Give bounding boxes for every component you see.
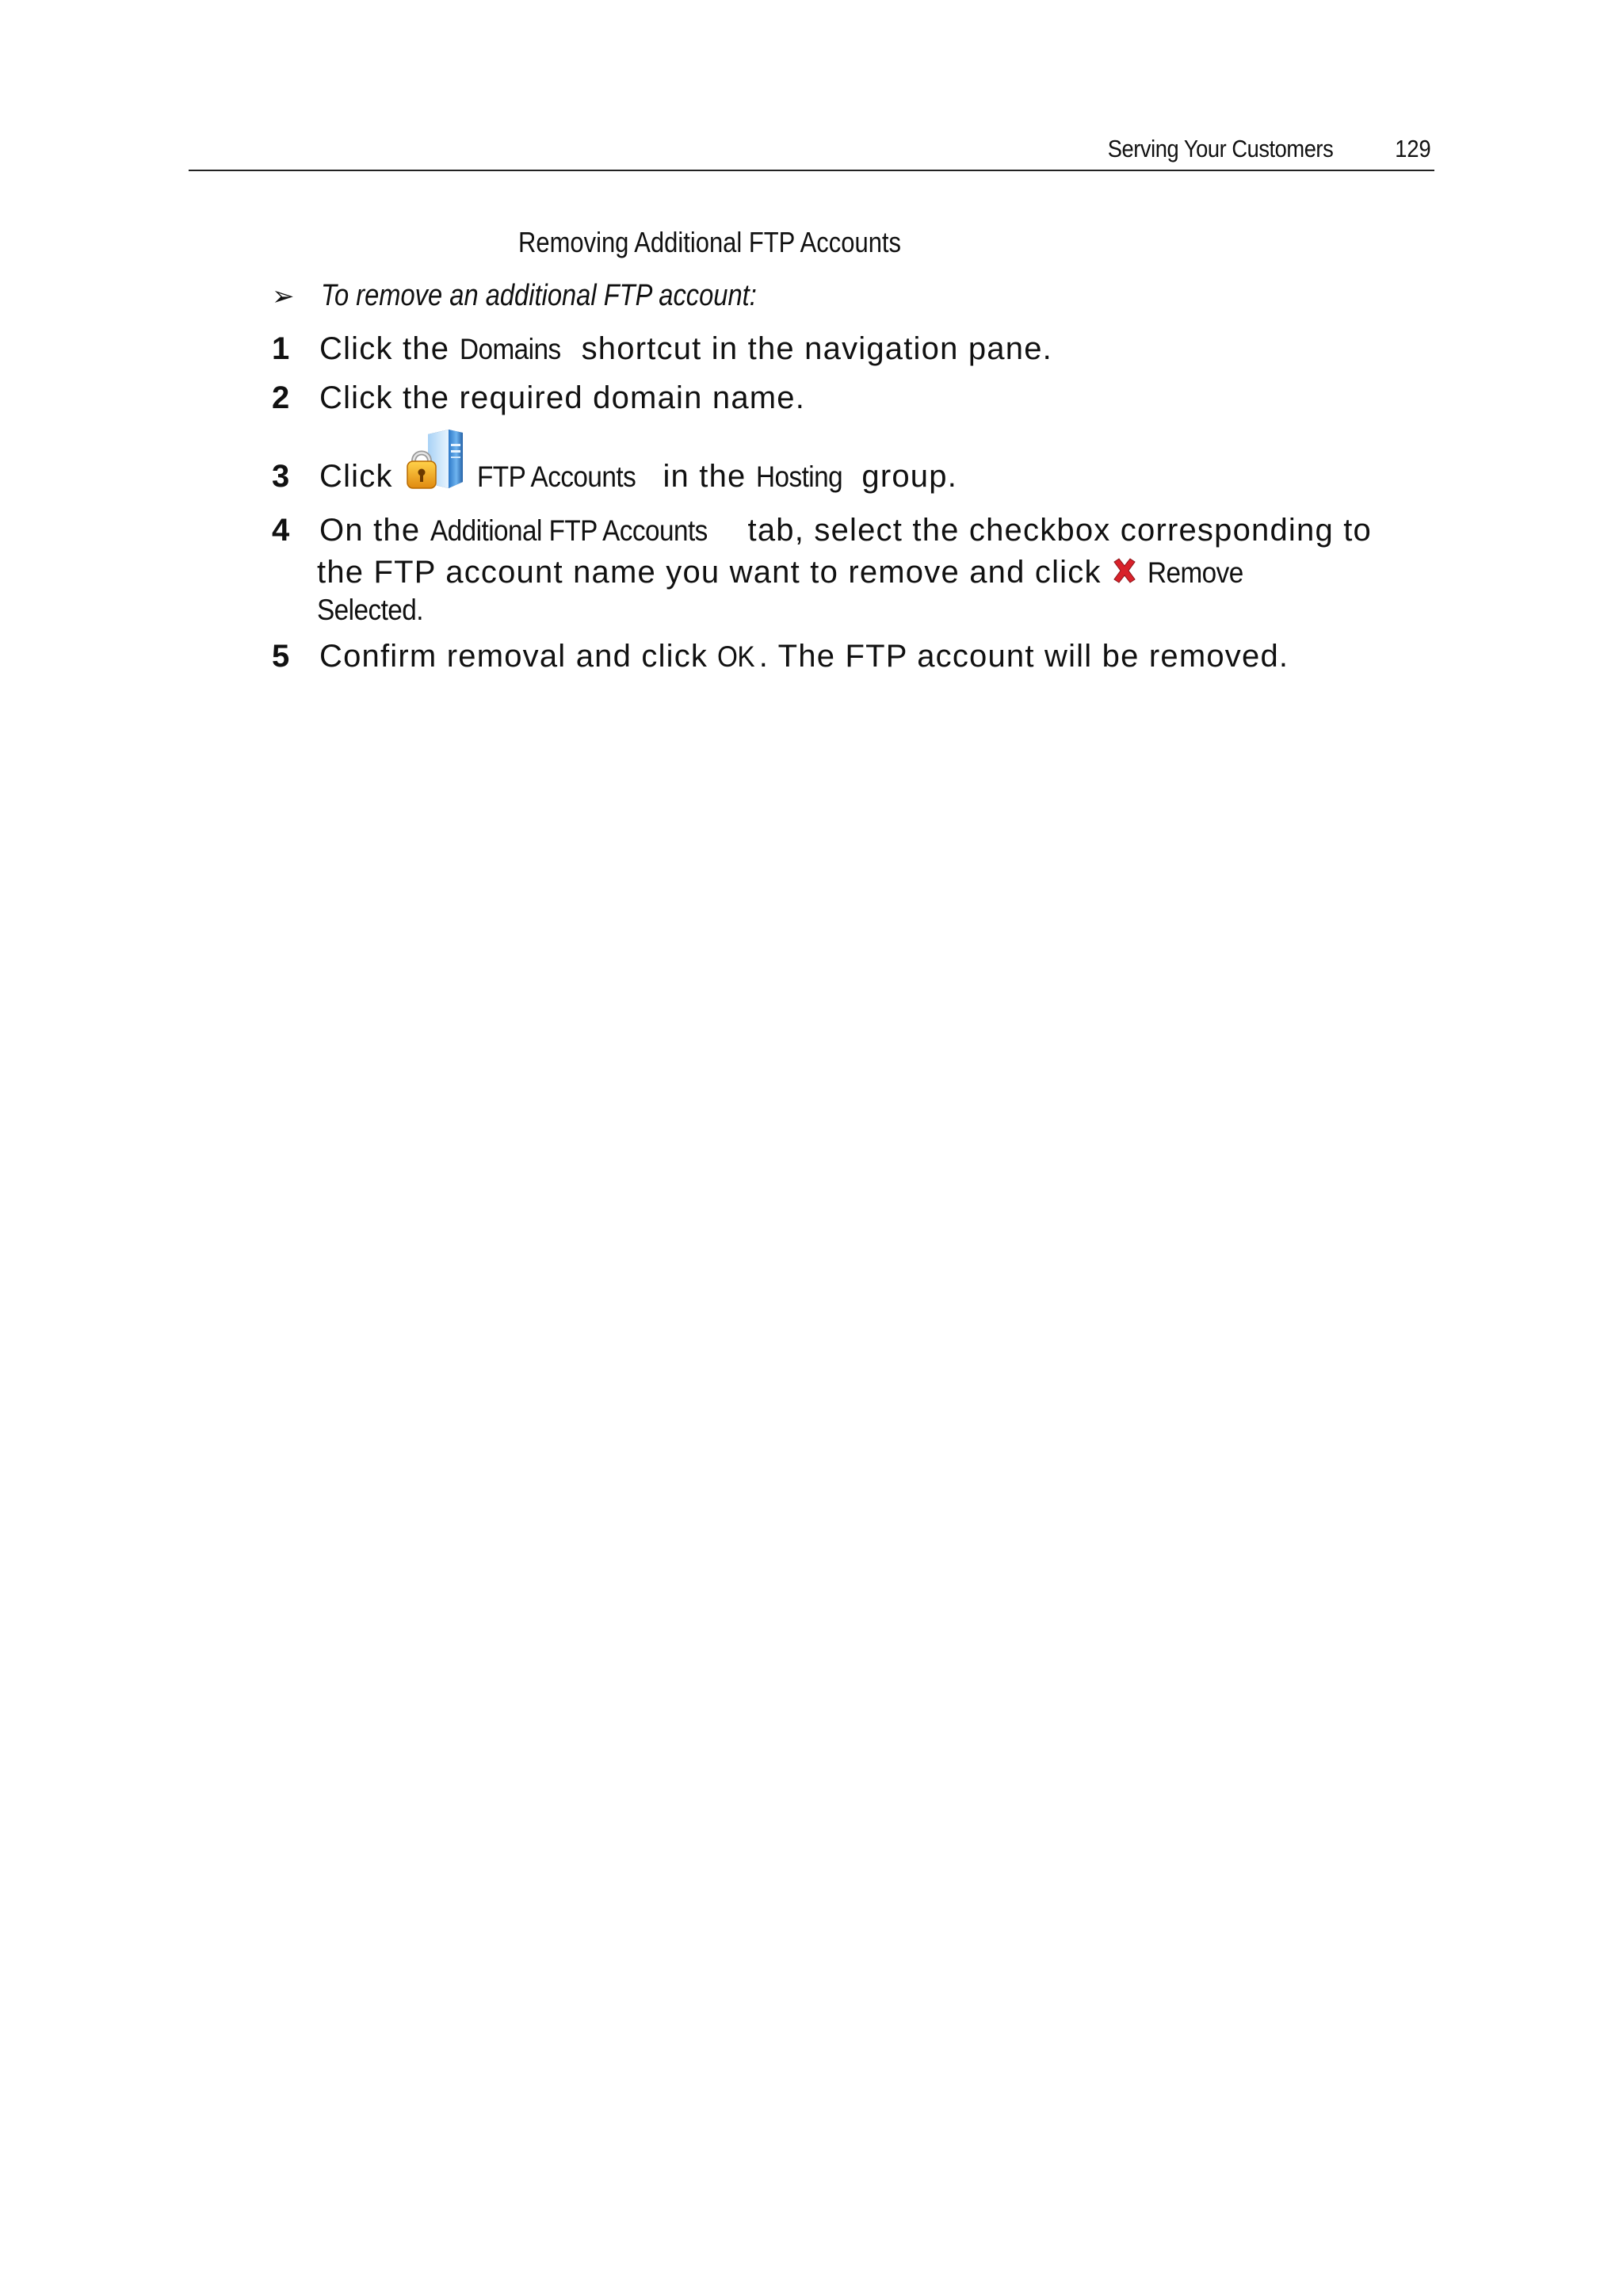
ui-term-hosting: Hosting [755,460,842,493]
step-text: shortcut in the navigation pane. [571,331,1052,366]
section-title: Removing Additional FTP Accounts [518,226,902,258]
step-text: Click the required domain name. [319,380,806,415]
procedure-heading [272,279,827,313]
ui-term-ftp-accounts: FTP Accounts [476,460,636,493]
header-section-title: Serving Your Customers [1107,135,1333,162]
step-text: On the [319,513,430,548]
step-continuation [272,552,1372,594]
step-number: 1 [272,331,291,366]
step-text: tab, select the checkbox corresponding to [738,513,1372,548]
step-text: in the [653,459,756,494]
ftp-accounts-lock-icon [404,426,466,495]
remove-x-icon [1111,557,1138,584]
ui-term-selected: Selected. [317,594,423,626]
step-number: 5 [272,639,291,674]
ui-term-domains: Domains [459,333,561,365]
step-1 [272,328,1052,370]
ui-term-ok: OK [717,640,755,673]
step-number: 4 [272,513,291,548]
page-header [189,133,1434,171]
step-4 [272,510,1372,631]
step-text: Click [319,459,393,494]
step-number: 3 [272,459,291,494]
step-text: Click the [319,331,460,366]
step-continuation [272,589,1372,631]
procedure-arrow-icon: ➢ [272,281,295,311]
step-3 [272,426,957,498]
step-text: group. [852,459,958,494]
page-number: 129 [1395,135,1431,162]
ui-term-additional-ftp-accounts: Additional FTP Accounts [430,514,708,547]
step-text: Confirm removal and click [319,639,718,674]
step-text: . The FTP account will be removed. [758,639,1289,674]
step-number: 2 [272,380,291,415]
step-text: the FTP account name you want to remove and click [317,555,1111,590]
step-2 [272,377,805,418]
procedure-title: To remove an additional FTP account: [321,279,757,312]
step-5 [272,636,1289,678]
ui-term-remove: Remove [1147,556,1243,589]
